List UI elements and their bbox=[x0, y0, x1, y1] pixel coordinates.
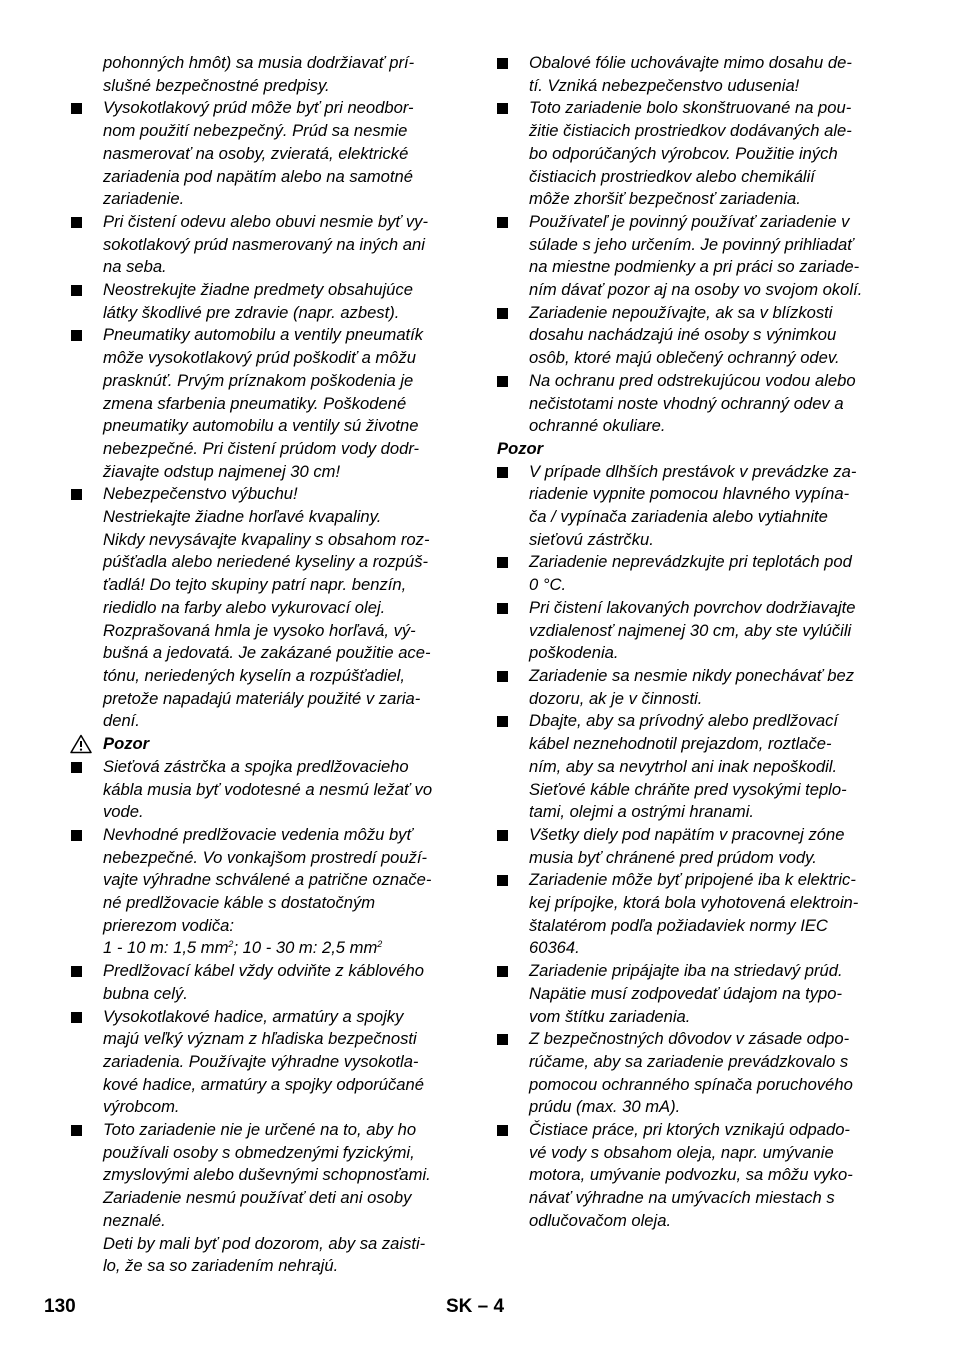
text-line: Dbajte, aby sa prívodný alebo predlžovací bbox=[529, 711, 839, 731]
text-line: dosahu nachádzajú iné osoby s výnimkou bbox=[529, 325, 837, 345]
bullet-square-icon bbox=[497, 308, 508, 319]
text-line: ochranné okuliare. bbox=[529, 416, 666, 436]
cable-cross-section-line bbox=[103, 937, 470, 960]
text-line: ča / vypínača zariadenia alebo vytiahnite bbox=[529, 507, 828, 527]
text-line: súlade s jeho určením. Je povinný prihliadať bbox=[529, 234, 854, 254]
text-line: ním dávať pozor aj na osoby vo svojom okolí. bbox=[529, 280, 863, 300]
text-line: slušné bezpečnostné predpisy. bbox=[103, 75, 330, 95]
text-line: žitie čistiacich prostriedkov dodávaných ale- bbox=[529, 121, 852, 141]
text-line: Nevhodné predlžovacie vedenia môžu byť bbox=[103, 824, 413, 844]
paragraph-bullet bbox=[496, 302, 896, 370]
text-line: Z bezpečnostných dôvodov v zásade odpo- bbox=[529, 1029, 850, 1049]
text-line: Napätie musí zodpovedať údajom na typo- bbox=[529, 983, 843, 1003]
page-number: 130 bbox=[44, 1296, 76, 1317]
bullet-square-icon bbox=[497, 1034, 508, 1045]
text-line: púšťadla alebo neriedené kyseliny a rozpúš- bbox=[103, 552, 429, 572]
superscript: 2 bbox=[228, 939, 234, 950]
bullet-square-icon bbox=[497, 58, 508, 69]
text-line: Deti by mali byť pod dozorom, aby sa zaisti- bbox=[103, 1233, 426, 1253]
text-segment: 1 - 10 m: 1,5 mm bbox=[103, 938, 229, 958]
text-line: kábla musia byť vodotesné a nesmú ležať vo bbox=[103, 779, 433, 799]
text-line: Čistiace práce, pri ktorých vznikajú odpado- bbox=[529, 1120, 850, 1140]
text-line: nebezpečné. Vo vonkajšom prostredí použí- bbox=[103, 847, 428, 867]
bullet-square-icon bbox=[497, 830, 508, 841]
text-line: nebezpečné. Pri čistení prúdom vody dodr- bbox=[103, 438, 420, 458]
left-column bbox=[70, 52, 470, 1278]
text-line: vom štítku zariadenia. bbox=[529, 1006, 691, 1026]
text-segment: ; 10 - 30 m: 2,5 mm bbox=[233, 938, 378, 958]
text-line: môže zhoršiť bezpečnosť zariadenia. bbox=[529, 189, 801, 209]
text-line: kové hadice, armatúry a spojky odporúčané bbox=[103, 1074, 424, 1094]
text-line: vajte výhradne schválené a patrične označe- bbox=[103, 870, 432, 890]
text-line: Sieťová zástrčka a spojka predlžovacieho bbox=[103, 756, 409, 776]
paragraph-bullet bbox=[70, 324, 470, 483]
bullet-square-icon bbox=[497, 875, 508, 886]
text-line: žiavajte odstup najmenej 30 cm! bbox=[103, 461, 341, 481]
text-line: návať výhradne na umývacích miestach s bbox=[529, 1188, 835, 1208]
text-line: pretože napadajú materiály použité v zaria- bbox=[103, 688, 421, 708]
text-line: Neostrekujte žiadne predmety obsahujúce bbox=[103, 280, 413, 300]
text-line: zmyslovými alebo duševnými schopnosťami. bbox=[103, 1165, 431, 1185]
paragraph-bullet bbox=[496, 1119, 896, 1233]
paragraph-bullet bbox=[496, 370, 896, 438]
text-line: kábel neznehodnotil prejazdom, roztlače- bbox=[529, 734, 832, 754]
bullet-square-icon bbox=[71, 1125, 82, 1136]
paragraph-bullet bbox=[496, 597, 896, 665]
text-line: zariadenia pod napätím alebo na samotné bbox=[103, 166, 413, 186]
text-line: majú veľký význam z hľadiska bezpečnosti bbox=[103, 1029, 417, 1049]
paragraph-bullet bbox=[70, 279, 470, 324]
text-line: Sieťové káble chráňte pred vysokými teplo- bbox=[529, 779, 847, 799]
text-line: zariadenia. Používajte výhradne vysokotla- bbox=[103, 1051, 419, 1071]
text-line: né predlžovacie káble s dostatočným bbox=[103, 893, 376, 913]
paragraph-warning bbox=[70, 733, 470, 756]
text-line: sokotlakový prúd nasmerovaný na iných ani bbox=[103, 234, 425, 254]
text-line: Pozor bbox=[497, 438, 544, 458]
text-line: Toto zariadenie nie je určené na to, aby ho bbox=[103, 1120, 417, 1140]
text-line: Rozprašovaná hmla je vysoko horľavá, vý- bbox=[103, 620, 416, 640]
text-line: bubna celý. bbox=[103, 983, 188, 1003]
paragraph-bullet bbox=[496, 97, 896, 211]
text-line: tí. Vzniká nebezpečenstvo udusenia! bbox=[529, 75, 800, 95]
text-line: čistiacich prostriedkov alebo chemikálií bbox=[529, 166, 815, 186]
text-line: prasknúť. Prvým príznakom poškodenia je bbox=[103, 370, 414, 390]
paragraph-bullet bbox=[496, 461, 896, 552]
text-line: Zariadenie sa nesmie nikdy ponechávať bez bbox=[529, 665, 855, 685]
paragraph-bullet bbox=[496, 710, 896, 824]
text-line: Zariadenie nesmú používať deti ani osoby bbox=[103, 1188, 412, 1208]
paragraph-bullet bbox=[70, 1006, 470, 1120]
text-line: Vysokotlakový prúd môže byť pri neodbor- bbox=[103, 98, 414, 118]
bullet-square-icon bbox=[71, 217, 82, 228]
text-line: Používateľ je povinný používať zariadenie v bbox=[529, 211, 850, 231]
bullet-square-icon bbox=[497, 716, 508, 727]
text-line: vode. bbox=[103, 802, 144, 822]
paragraph-bullet bbox=[496, 52, 896, 97]
text-line: Nestriekajte žiadne horľavé kvapaliny. bbox=[103, 507, 382, 527]
text-line: ním, aby sa nevytrhol ani inak nepoškodil. bbox=[529, 756, 838, 776]
text-line: pohonných hmôt) sa musia dodržiavať prí- bbox=[103, 53, 415, 72]
text-line: Pri čistení odevu alebo obuvi nesmie byť vy- bbox=[103, 211, 429, 231]
bullet-square-icon bbox=[497, 557, 508, 568]
text-line: kej prípojke, ktorá bola vyhotovená elektroin- bbox=[529, 893, 859, 913]
paragraph-bullet bbox=[496, 665, 896, 710]
text-line: riedidlo na farby alebo vykurovací olej. bbox=[103, 597, 386, 617]
text-line: pomocou ochranného spínača poruchového bbox=[529, 1074, 853, 1094]
bullet-square-icon bbox=[497, 217, 508, 228]
warning-triangle-icon bbox=[70, 734, 92, 754]
text-line: Predlžovací kábel vždy odviňte z káblového bbox=[103, 961, 424, 981]
paragraph-bullet bbox=[496, 211, 896, 302]
text-line: na seba. bbox=[103, 257, 167, 277]
text-line: Pneumatiky automobilu a ventily pneumatík bbox=[103, 325, 424, 345]
text-line: musia byť chránené pred prúdom vody. bbox=[529, 847, 817, 867]
text-line: zmena sfarbenia pneumatiky. Poškodené bbox=[103, 393, 407, 413]
bullet-square-icon bbox=[497, 671, 508, 682]
paragraph-bullet bbox=[70, 97, 470, 211]
text-line: môže vysokotlakový prúd poškodiť a môžu bbox=[103, 348, 417, 368]
text-line: bo odporúčaných výrobcov. Použitie iných bbox=[529, 143, 838, 163]
text-line: Zariadenie nepoužívajte, ak sa v blízkosti bbox=[529, 302, 833, 322]
text-line: Zariadenie môže byť pripojené iba k elektric- bbox=[529, 870, 856, 890]
text-line: Nebezpečenstvo výbuchu! bbox=[103, 484, 298, 504]
text-line: používali osoby s obmedzenými fyzickými, bbox=[103, 1142, 415, 1162]
text-line: vzdialenosť najmenej 30 cm, aby ste vylúčili bbox=[529, 620, 852, 640]
text-line: Toto zariadenie bolo skonštruované na pou- bbox=[529, 98, 852, 118]
text-line: Obalové fólie uchovávajte mimo dosahu de- bbox=[529, 53, 852, 72]
text-line: dozoru, ak je v činnosti. bbox=[529, 688, 703, 708]
text-line: Pri čistení lakovaných povrchov dodržiavajte bbox=[529, 597, 856, 617]
paragraph-bullet bbox=[496, 960, 896, 1028]
paragraph-cont bbox=[70, 52, 470, 97]
text-line: rúčame, aby sa zariadenie prevádzkovalo s bbox=[529, 1051, 849, 1071]
text-line: ťadlá! Do tejto skupiny patrí napr. benzín, bbox=[103, 575, 407, 595]
paragraph-bullet bbox=[70, 960, 470, 1005]
text-line: pneumatiky automobilu a ventily sú životne bbox=[103, 416, 419, 436]
paragraph-bullet bbox=[70, 824, 470, 938]
bullet-square-icon bbox=[497, 467, 508, 478]
text-line: prierezom vodiča: bbox=[103, 915, 234, 935]
bullet-square-icon bbox=[71, 285, 82, 296]
text-line: látky škodlivé pre zdravie (napr. azbest). bbox=[103, 302, 400, 322]
paragraph-bullet bbox=[70, 1119, 470, 1278]
text-line: Všetky diely pod napätím v pracovnej zóne bbox=[529, 824, 845, 844]
bullet-square-icon bbox=[71, 762, 82, 773]
text-line: nasmerovať na osoby, zvieratá, elektrické bbox=[103, 143, 409, 163]
paragraph-bullet bbox=[496, 551, 896, 596]
bullet-square-icon bbox=[497, 103, 508, 114]
text-line: Vysokotlakové hadice, armatúry a spojky bbox=[103, 1006, 404, 1026]
text-line: lo, že sa so zariadením nehrajú. bbox=[103, 1256, 339, 1276]
text-line: 0 °C. bbox=[529, 575, 567, 595]
paragraph-bullet bbox=[70, 756, 470, 824]
text-line: prúdu (max. 30 mA). bbox=[529, 1097, 681, 1117]
text-line: motora, umývanie podvozku, sa môžu vyko- bbox=[529, 1165, 853, 1185]
text-line: riadenie vypnite pomocou hlavného vypína- bbox=[529, 484, 850, 504]
paragraph-bullet bbox=[496, 824, 896, 869]
text-line: poškodenia. bbox=[529, 643, 619, 663]
paragraph-heading bbox=[496, 438, 896, 461]
paragraph-bullet bbox=[496, 869, 896, 960]
text-line: tónu, neriedených kyselín a rozpúšťadiel, bbox=[103, 665, 405, 685]
text-line: Na ochranu pred odstrekujúcou vodou alebo bbox=[529, 370, 856, 390]
bullet-square-icon bbox=[71, 103, 82, 114]
text-line: osôb, ktoré majú oblečený ochranný odev. bbox=[529, 348, 840, 368]
bullet-square-icon bbox=[71, 330, 82, 341]
bullet-square-icon bbox=[71, 489, 82, 500]
text-line: výrobcom. bbox=[103, 1097, 180, 1117]
text-line: dení. bbox=[103, 711, 140, 731]
bullet-square-icon bbox=[497, 376, 508, 387]
text-line: sieťovú zástrčku. bbox=[529, 529, 654, 549]
text-line: na miestne podmienky a pri práci so zariade- bbox=[529, 257, 860, 277]
text-line: zariadenie. bbox=[103, 189, 185, 209]
text-line: V prípade dlhších prestávok v prevádzke za- bbox=[529, 461, 857, 481]
bullet-square-icon bbox=[497, 603, 508, 614]
paragraph-bullet bbox=[70, 483, 470, 733]
text-line: odlučovačom oleja. bbox=[529, 1210, 672, 1230]
text-line: neznalé. bbox=[103, 1210, 166, 1230]
bullet-square-icon bbox=[497, 1125, 508, 1136]
bullet-square-icon bbox=[497, 966, 508, 977]
paragraph-bullet bbox=[496, 1028, 896, 1119]
superscript: 2 bbox=[377, 939, 383, 950]
text-line: Nikdy nevysávajte kvapaliny s obsahom roz- bbox=[103, 529, 430, 549]
bullet-square-icon bbox=[71, 1012, 82, 1023]
text-line: štalatérom podľa požiadaviek normy IEC bbox=[529, 915, 828, 935]
section-code: SK – 4 bbox=[446, 1296, 505, 1317]
text-line: bušná a jedovatá. Je zakázané použitie ace- bbox=[103, 643, 431, 663]
text-line: Zariadenie pripájajte iba na striedavý prúd. bbox=[529, 961, 843, 981]
text-line: vé vody s obsahom oleja, napr. umývanie bbox=[529, 1142, 834, 1162]
text-line: tami, olejmi a ostrými hranami. bbox=[529, 802, 754, 822]
text-line: nom použití nebezpečný. Prúd sa nesmie bbox=[103, 121, 408, 141]
text-line: Pozor bbox=[103, 734, 150, 754]
text-line: 60364. bbox=[529, 938, 580, 958]
paragraph-bullet bbox=[70, 211, 470, 279]
right-column bbox=[496, 52, 896, 1233]
bullet-square-icon bbox=[71, 966, 82, 977]
text-line: Zariadenie neprevádzkujte pri teplotách pod bbox=[529, 552, 852, 572]
text-line: nečistotami noste vhodný ochranný odev a bbox=[529, 393, 844, 413]
paragraph-formula bbox=[70, 937, 470, 960]
bullet-square-icon bbox=[71, 830, 82, 841]
